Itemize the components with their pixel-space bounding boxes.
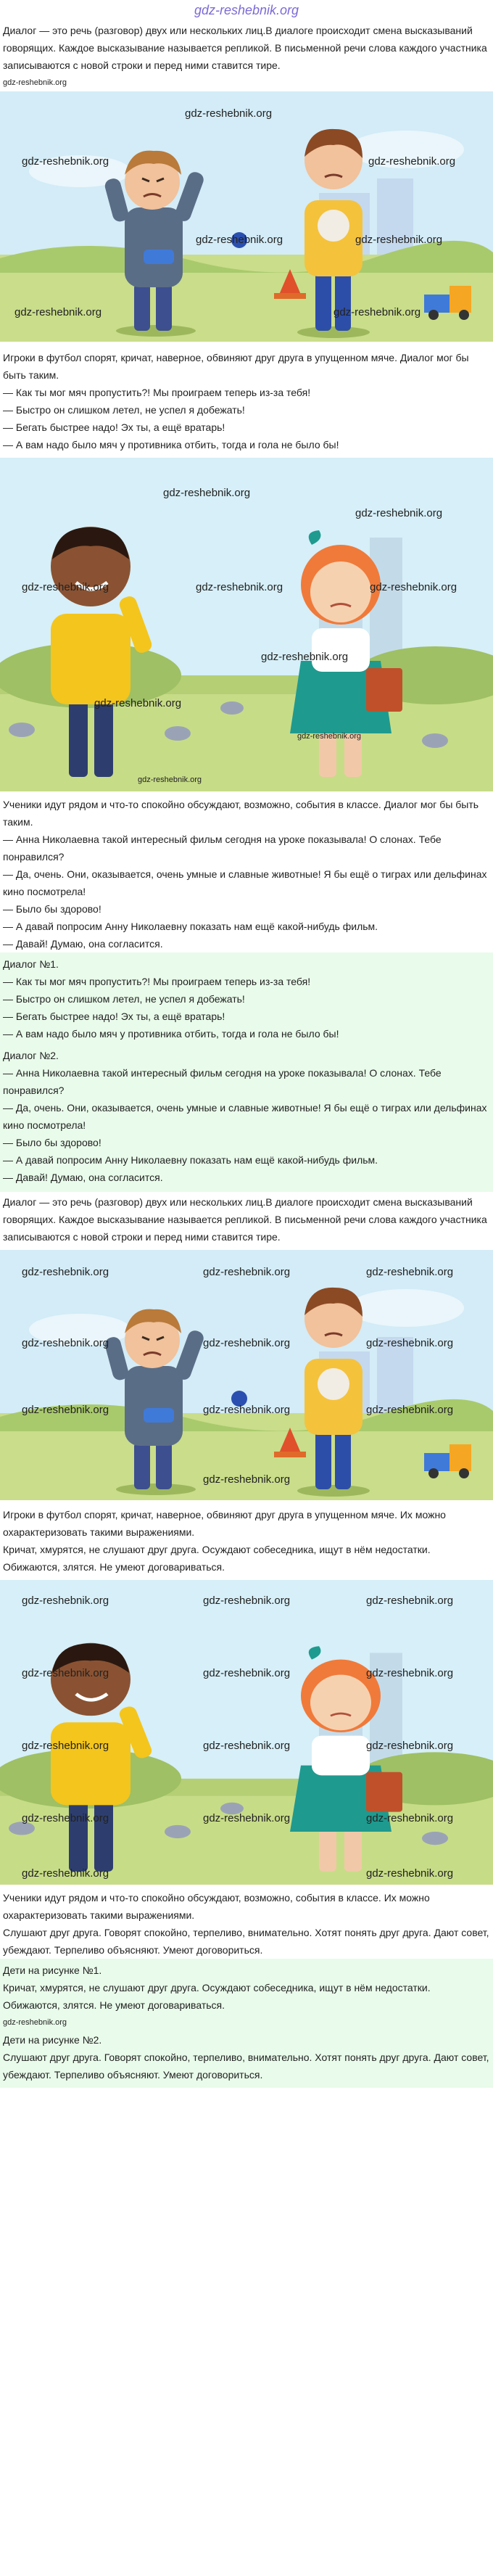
answer-d2-line: — Да, очень. Они, оказывается, очень умные и славные животные! Я бы ещё о тиграх или дельфинах кино посмотрела!	[3, 1102, 487, 1131]
watermark: gdz-reshebnik.org	[366, 1740, 454, 1752]
watermark: gdz-reshebnik.org	[94, 697, 182, 709]
intro2-block	[0, 1192, 493, 1246]
intro-block	[0, 22, 493, 91]
illustration-students	[0, 458, 493, 791]
scene4-text	[0, 1885, 493, 1959]
site-title[interactable]: gdz-reshebnik.org	[194, 3, 299, 17]
dialog2-line: — Давай! Думаю, она согласится.	[3, 938, 163, 950]
dialog1-block	[0, 342, 493, 453]
watermark: gdz-reshebnik.org	[334, 306, 421, 318]
final-a1: Кричат, хмурятся, не слушают друг друга. Осуждают собеседника, ищут в нём недостатки. Обижаются, злятся. Не умеют договариваться.	[3, 1982, 431, 2011]
watermark: gdz-reshebnik.org	[22, 1667, 109, 1679]
watermark: gdz-reshebnik.org	[203, 1812, 291, 1824]
dialog2-line: — А давай попросим Анну Николаевну показать нам ещё какой-нибудь фильм.	[3, 921, 378, 932]
watermark: gdz-reshebnik.org	[22, 1594, 109, 1607]
watermark: gdz-reshebnik.org	[366, 1667, 454, 1679]
watermark: gdz-reshebnik.org	[22, 1740, 109, 1752]
watermark: gdz-reshebnik.org	[3, 78, 67, 87]
scene1-caption: Игроки в футбол спорят, кричат, наверное, обвиняют друг друга в упущенном мяче. Диалог мог бы быть таким.	[3, 352, 469, 381]
watermark: gdz-reshebnik.org	[203, 1337, 291, 1349]
watermark: gdz-reshebnik.org	[203, 1667, 291, 1679]
answer-block	[0, 952, 493, 1192]
watermark: gdz-reshebnik.org	[203, 1266, 291, 1278]
dialog2-block	[0, 791, 493, 952]
dialog1-line: — Быстро он слишком летел, не успел я добежать!	[3, 404, 245, 416]
dialog1-line: — А вам надо было мяч у противника отбить, тогда и гола не было бы!	[3, 439, 339, 450]
final-t2: Дети на рисунке №2.	[3, 2034, 102, 2046]
watermark: gdz-reshebnik.org	[185, 107, 273, 120]
watermark: gdz-reshebnik.org	[3, 2018, 67, 2027]
watermark: gdz-reshebnik.org	[22, 1867, 109, 1880]
scene3-text	[0, 1500, 493, 1576]
dialog2-line: — Да, очень. Они, оказывается, очень умные и славные животные! Я бы ещё о тиграх или дельфинах кино посмотрела!	[3, 868, 487, 897]
answer-d2-title: Диалог №2.	[3, 1050, 59, 1061]
scene3-answer: Кричат, хмурятся, не слушают друг друга. Осуждают собеседника, ищут в нём недостатки. Обижаются, злятся. Не умеют договариваться.	[3, 1544, 431, 1573]
answer-d1-line: — А вам надо было мяч у противника отбить, тогда и гола не было бы!	[3, 1028, 339, 1040]
answer-d2-line: — А давай попросим Анну Николаевну показать нам ещё какой-нибудь фильм.	[3, 1154, 378, 1166]
watermark: gdz-reshebnik.org	[355, 234, 443, 246]
scene4-answer: Слушают друг друга. Говорят спокойно, терпеливо, внимательно. Хотят понять друг друга. Дают совет, убеждают. Терпеливо объясняют. Умеют договориться.	[3, 1927, 489, 1956]
watermark: gdz-reshebnik.org	[366, 1266, 454, 1278]
watermark: gdz-reshebnik.org	[22, 1337, 109, 1349]
watermark: gdz-reshebnik.org	[203, 1404, 291, 1416]
scene3-caption: Игроки в футбол спорят, кричат, наверное, обвиняют друг друга в упущенном мяче. Их можно охарактеризовать такими выражениями.	[3, 1509, 446, 1538]
watermark: gdz-reshebnik.org	[366, 1812, 454, 1824]
watermark: gdz-reshebnik.org	[203, 1594, 291, 1607]
dialog1-line: — Как ты мог мяч пропустить?! Мы проиграем теперь из-за тебя!	[3, 387, 311, 398]
watermark: gdz-reshebnik.org	[22, 1266, 109, 1278]
illustration-football	[0, 91, 493, 342]
illustration-students-2	[0, 1580, 493, 1885]
watermark: gdz-reshebnik.org	[366, 1404, 454, 1416]
dialog2-line: — Анна Николаевна такой интересный фильм сегодня на уроке показывала! О слонах. Тебе понравился?	[3, 834, 442, 863]
answer-d2-line: — Давай! Думаю, она согласится.	[3, 1172, 163, 1183]
answer-d1-line: — Как ты мог мяч пропустить?! Мы проиграем теперь из-за тебя!	[3, 976, 311, 987]
final-t1: Дети на рисунке №1.	[3, 1964, 102, 1976]
watermark: gdz-reshebnik.org	[366, 1337, 454, 1349]
answer-d1-line: — Бегать быстрее надо! Эх ты, а ещё вратарь!	[3, 1011, 225, 1022]
watermark: gdz-reshebnik.org	[366, 1594, 454, 1607]
watermark: gdz-reshebnik.org	[22, 581, 109, 593]
watermark: gdz-reshebnik.org	[138, 775, 202, 784]
watermark: gdz-reshebnik.org	[163, 487, 251, 499]
watermark: gdz-reshebnik.org	[261, 651, 349, 663]
watermark: gdz-reshebnik.org	[22, 155, 109, 168]
answer-d2-line: — Было бы здорово!	[3, 1137, 102, 1148]
watermark: gdz-reshebnik.org	[22, 1812, 109, 1824]
scene4-caption: Ученики идут рядом и что-то спокойно обсуждают, возможно, события в классе. Их можно охарактеризовать такими выражениями.	[3, 1892, 430, 1921]
final-answer-block	[0, 1959, 493, 2088]
intro-text: Диалог — это речь (разговор) двух или нескольких лиц.В диалоге происходит смена высказываний говорящих. Каждое высказывание называется репликой. В письменной речи слова каждого участника записываются с новой строки и перед ними ставится тире.	[3, 25, 487, 71]
scene2-caption: Ученики идут рядом и что-то спокойно обсуждают, возможно, события в классе. Диалог мог бы быть таким.	[3, 799, 479, 828]
watermark: gdz-reshebnik.org	[370, 581, 457, 593]
watermark: gdz-reshebnik.org	[297, 732, 362, 741]
watermark: gdz-reshebnik.org	[22, 1404, 109, 1416]
answer-d1-line: — Быстро он слишком летел, не успел я добежать!	[3, 993, 245, 1005]
watermark: gdz-reshebnik.org	[366, 1867, 454, 1880]
watermark: gdz-reshebnik.org	[196, 581, 283, 593]
answer-d1-title: Диалог №1.	[3, 958, 59, 970]
watermark: gdz-reshebnik.org	[14, 306, 102, 318]
dialog2-line: — Было бы здорово!	[3, 903, 102, 915]
answer-d2-line: — Анна Николаевна такой интересный фильм сегодня на уроке показывала! О слонах. Тебе понравился?	[3, 1067, 442, 1096]
final-a2: Слушают друг друга. Говорят спокойно, терпеливо, внимательно. Хотят понять друг друга. Дают совет, убеждают. Терпеливо объясняют. Умеют договориться.	[3, 2052, 489, 2081]
illustration-football-2	[0, 1250, 493, 1500]
watermark: gdz-reshebnik.org	[368, 155, 456, 168]
watermark: gdz-reshebnik.org	[196, 234, 283, 246]
watermark: gdz-reshebnik.org	[203, 1740, 291, 1752]
watermark: gdz-reshebnik.org	[203, 1473, 291, 1486]
watermark: gdz-reshebnik.org	[355, 507, 443, 519]
dialog1-line: — Бегать быстрее надо! Эх ты, а ещё вратарь!	[3, 421, 225, 433]
intro2-text: Диалог — это речь (разговор) двух или нескольких лиц.В диалоге происходит смена высказываний говорящих. Каждое высказывание называется репликой. В письменной речи слова каждого участника записываются с новой строки и перед ними ставится тире.	[3, 1196, 487, 1243]
